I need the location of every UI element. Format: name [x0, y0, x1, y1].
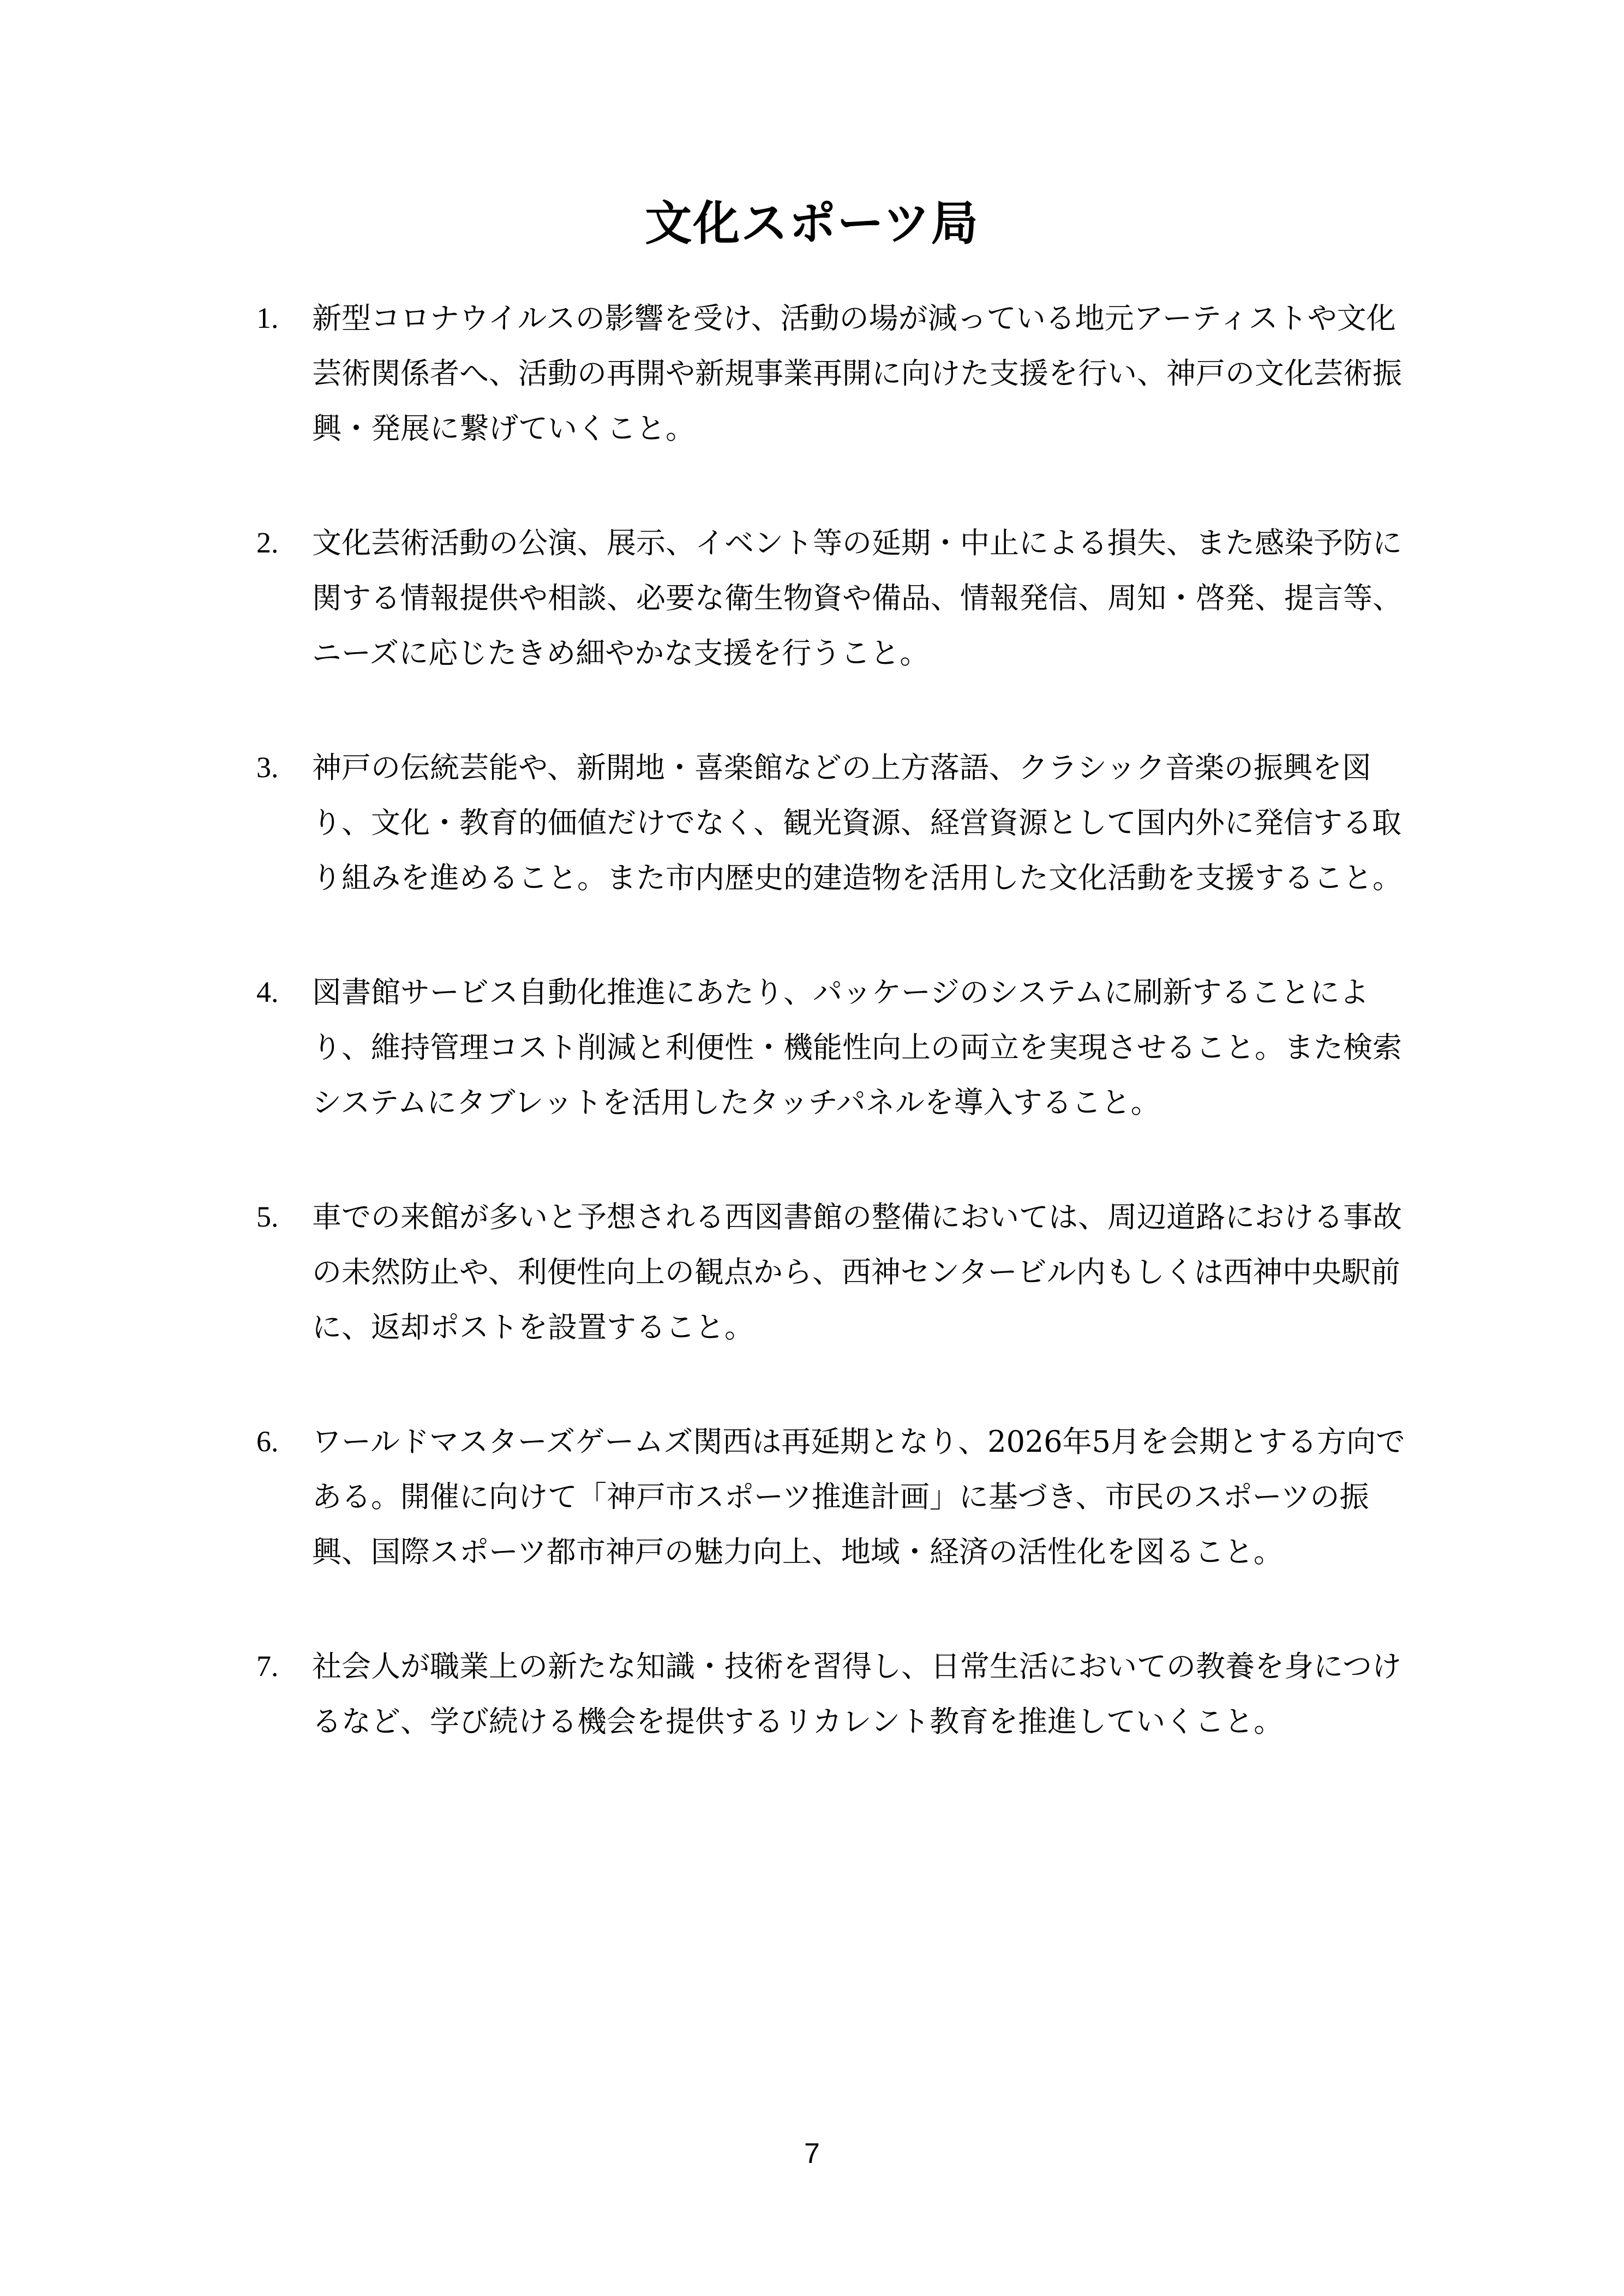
item-text: 神戸の伝統芸能や、新開地・喜楽館などの上方落語、クラシック音楽の振興を図り、文化・教育的価値だけでなく、観光資源、経営資源として国内外に発信する取り組みを進めること。また市内歴史的建造物を活用した文化活動を支援すること。 [312, 750, 1402, 895]
page-number: 7 [804, 2138, 820, 2169]
item-text: 社会人が職業上の新たな知識・技術を習得し、日常生活においての教養を身につけるなど、学び続ける機会を提供するリカレント教育を推進していくこと。 [312, 1649, 1401, 1739]
list-item [256, 1639, 1424, 1749]
item-number: 1. [256, 302, 279, 334]
item-number: 3. [256, 751, 279, 784]
list-item [256, 515, 1424, 681]
item-number: 5. [256, 1200, 279, 1233]
list-item [256, 740, 1424, 905]
item-text: 図書館サービス自動化推進にあたり、パッケージのシステムに刷新することにより、維持管理コスト削減と利便性・機能性向上の両立を実現させること。また検索システムにタブレットを活用したタッチパネルを導入すること。 [312, 975, 1402, 1120]
list-item [256, 1189, 1424, 1355]
item-text: 新型コロナウイルスの影響を受け、活動の場が減っている地元アーティストや文化芸術関係者へ、活動の再開や新規事業再開に向けた支援を行い、神戸の文化芸術振興・発展に繋げていくこと。 [312, 301, 1402, 446]
item-number: 2. [256, 526, 279, 559]
item-number: 4. [256, 976, 279, 1008]
item-text: 文化芸術活動の公演、展示、イベント等の延期・中止による損失、また感染予防に関する情報提供や相談、必要な衛生物資や備品、情報発信、周知・啓発、提言等、ニーズに応じたきめ細やかな支援を行うこと。 [312, 526, 1402, 670]
list-item [256, 1414, 1424, 1579]
list-item [256, 965, 1424, 1130]
page-title: 文化スポーツ局 [645, 196, 979, 251]
list-item [256, 291, 1424, 456]
item-text: 車での来館が多いと予想される西図書館の整備においては、周辺道路における事故の未然防止や、利便性向上の観点から、西神センタービル内もしくは西神中央駅前に、返却ポストを設置すること。 [312, 1200, 1402, 1344]
item-number: 6. [256, 1425, 279, 1458]
item-number: 7. [256, 1650, 279, 1682]
item-text: ワールドマスターズゲームズ関西は再延期となり、2026年5月を会期とする方向である。開催に向けて「神戸市スポーツ推進計画」に基づき、市民のスポーツの振興、国際スポーツ都市神戸の魅力向上、地域・経済の活性化を図ること。 [312, 1425, 1405, 1569]
request-list [256, 291, 1424, 1808]
